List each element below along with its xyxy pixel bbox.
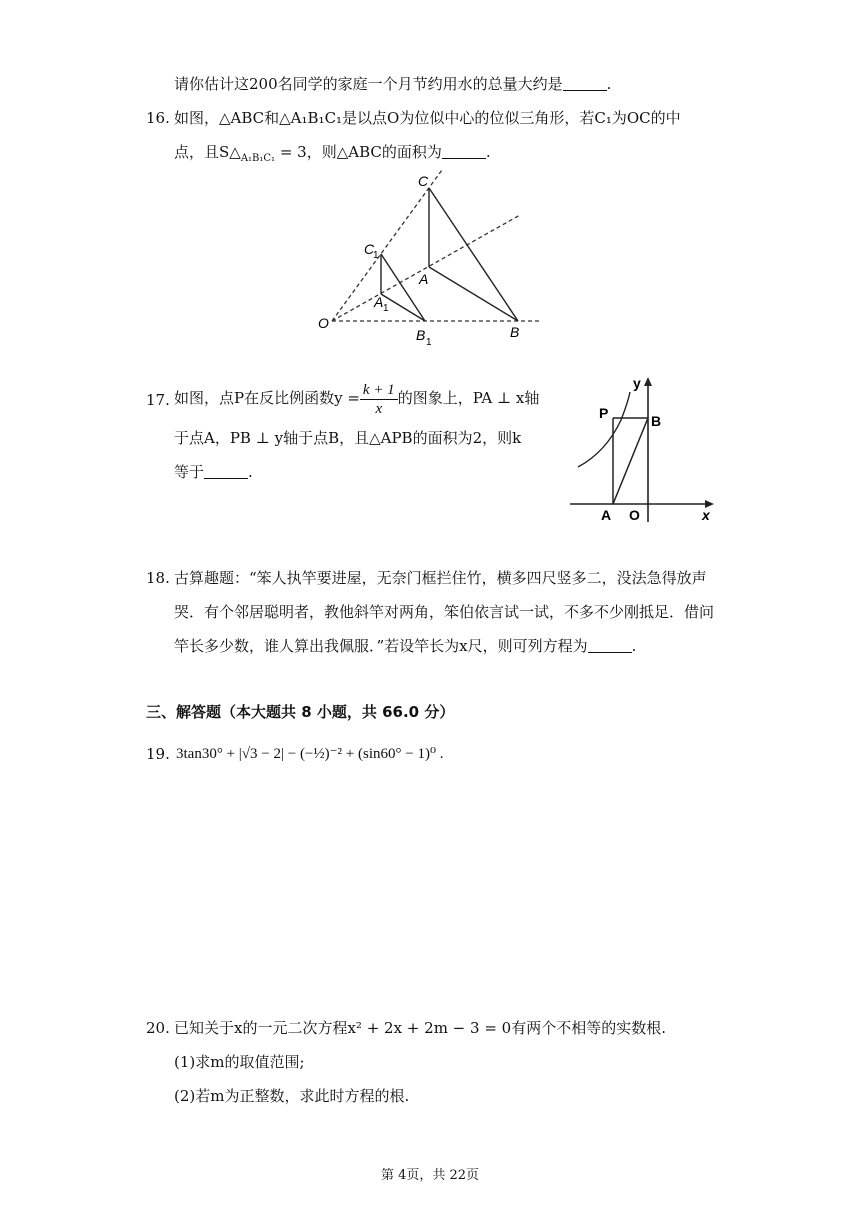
- q20-line1: 已知关于x的一元二次方程x² + 2x + 2m − 3 = 0有两个不相等的实数根.: [174, 1019, 666, 1037]
- q17-line2: 于点A，PB ⊥ y轴于点B，且△APB的面积为2，则k: [174, 429, 522, 447]
- label-c1: C: [364, 241, 375, 257]
- q20-part2: (2)若m为正整数，求此时方程的根.: [174, 1087, 410, 1105]
- label-a1: A: [374, 294, 384, 310]
- section-heading: 三、解答题（本大题共 8 小题，共 66.0 分）: [146, 703, 455, 721]
- q16-line1: 如图，△ABC和△A₁B₁C₁是以点O为位似中心的位似三角形，若C₁为OC的中: [174, 109, 681, 127]
- label-x: x: [702, 507, 710, 523]
- label-b: B: [510, 324, 520, 340]
- label-a: A: [601, 507, 612, 523]
- q20-part1: (1)求m的取值范围;: [174, 1053, 305, 1071]
- q20-number: 20.: [146, 1019, 170, 1037]
- label-b1: B: [416, 327, 426, 343]
- page-footer: 第 4页，共 22页: [380, 1168, 480, 1183]
- q17-line3: 等于 .: [174, 463, 253, 481]
- answer-blank: [204, 464, 248, 479]
- q17-line1: 如图，点P在反比例函数y = $\frac{k + 1}{x}$ 的图象上，PA ⊥ x轴: [174, 381, 540, 417]
- q18-line2: 哭．有个邻居聪明者，教他斜竿对两角，笨伯依言试一试，不多不少刚抵足．借问: [174, 603, 715, 621]
- label-y: y: [633, 375, 641, 391]
- q17-number: 17.: [146, 391, 170, 409]
- label-o: O: [318, 315, 329, 331]
- q19-number: 19.: [146, 745, 170, 763]
- label-c1-sub: 1: [373, 250, 379, 261]
- fraction: $\frac{k + 1}{x}$: [360, 381, 398, 418]
- label-a: A: [419, 271, 429, 287]
- q15-tail: 请你估计这200名同学的家庭一个月节约用水的总量大约是 .: [174, 75, 612, 93]
- q19-expression: 3tan30° + |√3 − 2| − (−½)⁻² + (sin60° − 1)⁰ .: [176, 746, 444, 762]
- label-b1-sub: 1: [426, 337, 432, 348]
- label-o: O: [629, 507, 640, 523]
- label-a1-sub: 1: [383, 303, 389, 314]
- q18-line1: 古算趣题：“笨人执竿要进屋，无奈门框拦住竹，横多四尺竖多二，没法急得放声: [174, 569, 707, 587]
- answer-blank: [563, 76, 607, 91]
- q16-line2: 点，且$S\triangle_{A_1B_1C_1} = 3$，则△ABC的面积为 .: [174, 143, 491, 164]
- label-b: B: [651, 413, 662, 429]
- answer-blank: [442, 144, 486, 159]
- figure-17: [566, 372, 716, 527]
- label-p: P: [599, 405, 609, 421]
- q16-number: 16.: [146, 109, 170, 127]
- q18-number: 18.: [146, 569, 170, 587]
- label-c: C: [418, 173, 429, 189]
- figure-16: [310, 170, 550, 350]
- q18-line3: 竿长多少数，谁人算出我佩服．”若设竿长为x尺，则可列方程为 .: [174, 637, 637, 655]
- answer-blank: [588, 638, 632, 653]
